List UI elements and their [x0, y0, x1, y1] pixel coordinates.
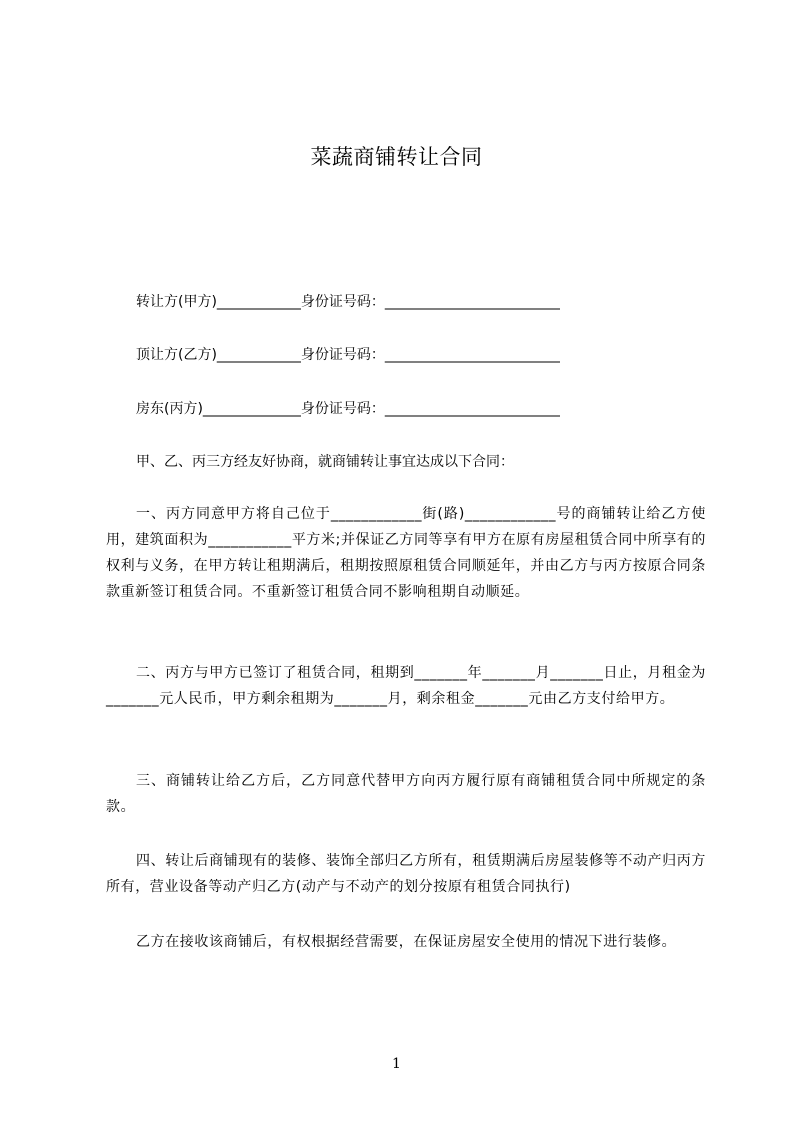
- party-text: 房东(丙方)______________身份证号码：_________________________: [136, 401, 560, 417]
- party-text: 转让方(甲方)____________身份证号码：_________________________: [136, 294, 560, 310]
- party-line-transferee: [136, 345, 560, 365]
- clause-5: 乙方在接收该商铺后，有权根据经营需要，在保证房屋安全使用的情况下进行装修。: [136, 934, 677, 950]
- party-line-transferor: [136, 292, 560, 312]
- page-number: 1: [392, 1056, 401, 1072]
- clause-2: 二、丙方与甲方已签订了租赁合同，租期到_______年_______月_______日止，月租金为_______元人民币，甲方剩余租期为_______月，剩余租金_______元由乙方支付给甲方。: [106, 665, 706, 707]
- clause-1: 一、丙方同意甲方将自己位于____________街(路)____________号的商铺转让给乙方使用，建筑面积为___________平方米;并保证乙方同等享有甲方在原有房屋租赁合同中所享有的权利与义务，在甲方转让租期满后，租期按照原租赁合同顺延年，并由乙方与丙方按原合同条款重新签订租赁合同。不重新签订租赁合同不影响租期自动顺延。: [106, 506, 706, 600]
- intro-line: [136, 452, 514, 472]
- clause-3: 三、商铺转让给乙方后，乙方同意代替甲方向丙方履行原有商铺租赁合同中所规定的条款。: [106, 773, 706, 815]
- document-title: 菜蔬商铺转让合同: [310, 145, 483, 169]
- party-text: 顶让方(乙方)____________身份证号码：_________________________: [136, 347, 560, 363]
- clause-4: 四、转让后商铺现有的装修、装饰全部归乙方所有，租赁期满后房屋装修等不动产归丙方所有，营业设备等动产归乙方(动产与不动产的划分按原有租赁合同执行): [106, 853, 706, 895]
- intro-text: 甲、乙、丙三方经友好协商，就商铺转让事宜达成以下合同：: [136, 454, 514, 470]
- party-line-landlord: [136, 399, 560, 419]
